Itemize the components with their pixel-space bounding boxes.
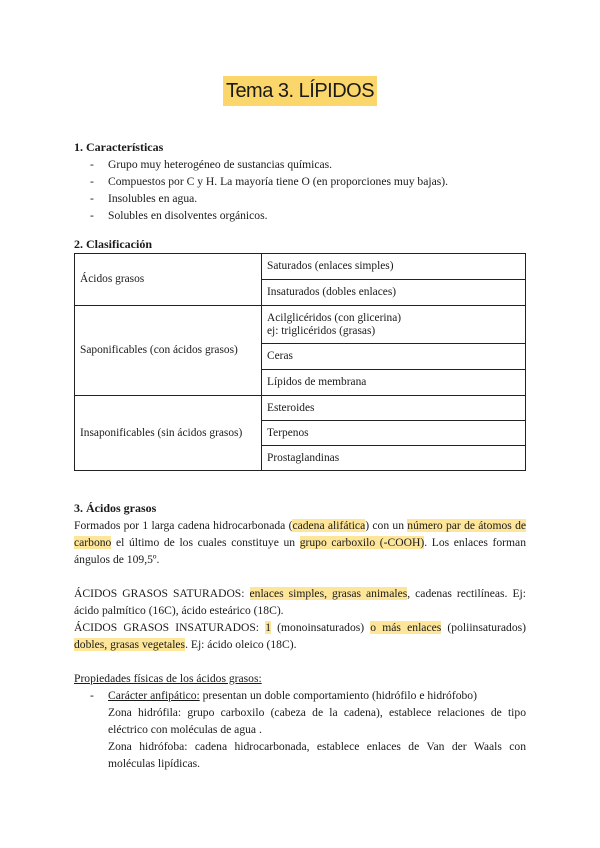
section-acidos-grasos [74, 500, 526, 772]
list-item: - Solubles en disolventes orgánicos. [74, 207, 526, 224]
table-cell: Saturados (enlaces simples) [262, 254, 526, 280]
cell-line: ej: triglicéridos (grasas) [267, 324, 376, 337]
section-heading: 1. Características [74, 140, 164, 154]
text-run: Formados por 1 larga cadena hidrocarbonada ( [74, 519, 293, 532]
highlight: enlaces simples, grasas animales [249, 587, 408, 600]
text-run: . Los enlaces forman ángulos de 109,5º. [74, 536, 527, 566]
title-block [0, 76, 600, 106]
saturated-paragraph [74, 585, 526, 619]
list-item: - Grupo muy heterogéneo de sustancias químicas. [74, 156, 526, 173]
section-caracteristicas [74, 139, 526, 224]
list-item: - Compuestos por C y H. La mayoría tiene O (en proporciones muy bajas). [74, 173, 526, 190]
unsaturated-paragraph [74, 619, 526, 653]
section-heading: 2. Clasificación [74, 237, 152, 251]
cell-line: Acilglicéridos (con glicerina) [267, 311, 402, 324]
classification-table [74, 253, 526, 471]
table-cell: Prostaglandinas [262, 446, 526, 471]
text-run: (monoinsaturados) [271, 621, 371, 634]
highlight: 1 [265, 621, 271, 634]
text-run: el último de los cuales constituye un [111, 536, 300, 549]
highlight: o más enlaces [370, 621, 442, 634]
text-run: ) con un [365, 519, 408, 532]
item-label: Carácter anfipático: [108, 689, 200, 702]
table-cell: Insaturados (dobles enlaces) [262, 280, 526, 306]
highlight: dobles, grasas vegetales [74, 638, 186, 651]
intro-paragraph [74, 517, 526, 568]
list-item: - Insolubles en agua. [74, 190, 526, 207]
text-run: . Ej: ácido oleico (18C). [185, 638, 297, 651]
table-cell [262, 306, 526, 344]
highlight: grupo carboxilo (-COOH) [299, 536, 425, 549]
page-title: Tema 3. LÍPIDOS [223, 76, 377, 106]
highlight: cadena alifática [292, 519, 366, 532]
text-run: (poliinsaturados) [441, 621, 526, 634]
text-run: ÁCIDOS GRASOS INSATURADOS: [74, 621, 266, 634]
table-cell: Esteroides [262, 396, 526, 421]
table-row [75, 254, 526, 280]
table-cell: Ceras [262, 344, 526, 370]
highlight: número par de átomos de carbono [74, 519, 527, 549]
table-cell-group: Saponificables (con ácidos grasos) [75, 306, 262, 396]
table-cell: Lípidos de membrana [262, 370, 526, 396]
table-cell-group: Insaponificables (sin ácidos grasos) [75, 396, 262, 471]
zona-hidrofoba: Zona hidrófoba: cadena hidrocarbonada, establece enlaces de Van der Waals con moléculas lipídicas. [108, 740, 526, 770]
list-item [74, 687, 526, 704]
text-run: , cadenas rectilíneas. Ej: ácido palmítico (16C), ácido esteárico (18C). [74, 587, 526, 617]
zona-hidrofila: Zona hidrófila: grupo carboxilo (cabeza de la cadena), establece relaciones de tipo eléctrico con moléculas de agua . [108, 706, 526, 736]
section-heading: 3. Ácidos grasos [74, 501, 157, 515]
table-cell-group: Ácidos grasos [75, 254, 262, 306]
text-run: presentan un doble comportamiento (hidrófilo e hidrófobo) [199, 689, 477, 702]
characteristics-list [74, 156, 526, 224]
section-clasificacion [74, 236, 526, 253]
text-run: ÁCIDOS GRASOS SATURADOS: [74, 587, 250, 600]
properties-heading: Propiedades físicas de los ácidos grasos: [74, 672, 262, 685]
table-row [75, 306, 526, 344]
table-cell: Terpenos [262, 421, 526, 446]
table-row [75, 396, 526, 421]
